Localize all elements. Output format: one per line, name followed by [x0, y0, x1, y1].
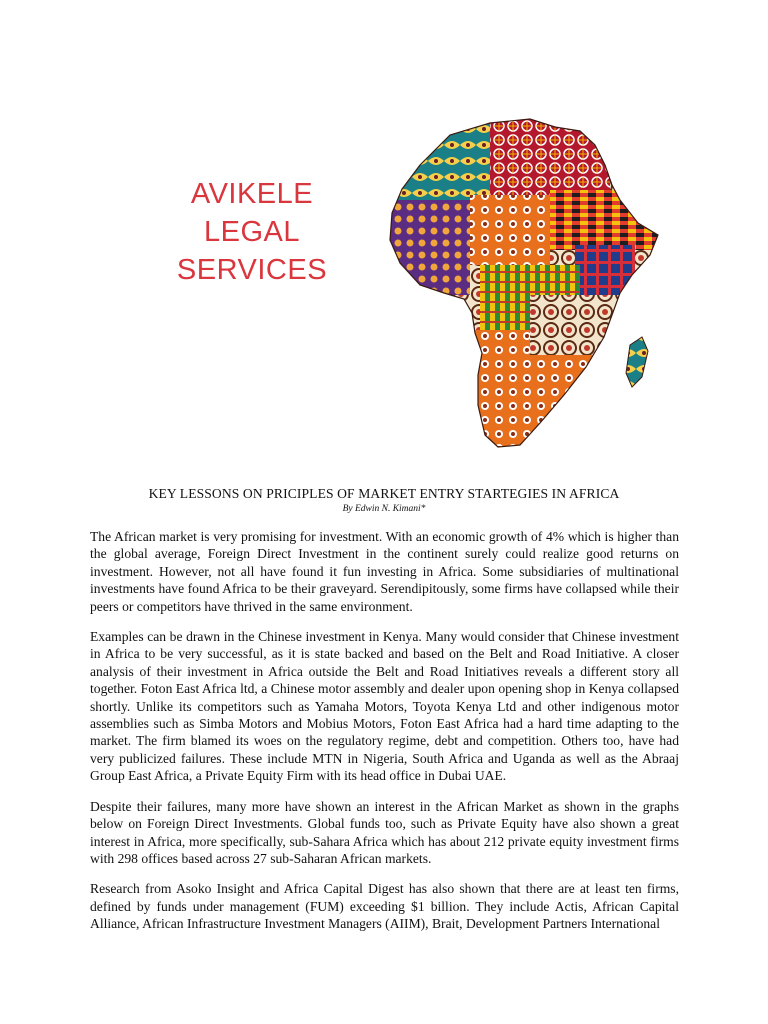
company-logo-text [146, 175, 358, 289]
article-title: KEY LESSONS ON PRICIPLES OF MARKET ENTRY STARTEGIES IN AFRICA [148, 486, 620, 501]
paragraph: Examples can be drawn in the Chinese investment in Kenya. Many would consider that Chinese investment in Africa to be very successful, as it is state backed and based on the Belt and Road Initiative. A closer analysis of their investment in Africa outside the Belt and Road Initiatives reveals a different story all together. Foton East Africa ltd, a Chinese motor assembly and dealer upon opening shop in Kenya collapsed shortly. Unlike its competitors such as Yamaha Motors, Toyota Kenya Ltd and other indigenous motor assemblies such as Simba Motors and Mobius Motors, Foton East Africa had a hard time adapting to the market. The firm blamed its woes on the regulatory regime, debt and competition. Others too, have had very publicized failures. These include MTN in Nigeria, South Africa and Uganda as well as the Abraaj Group East Africa, a Private Equity Firm with its head office in Dubai UAE. [90, 629, 679, 784]
logo-line-2: SERVICES [176, 254, 328, 286]
article-body [90, 528, 679, 946]
africa-map-logo [380, 105, 665, 455]
article-byline: By Edwin N. Kimani* [342, 504, 426, 514]
paragraph: Despite their failures, many more have shown an interest in the African Market as shown in the graphs below on Foreign Direct Investments. Global funds too, such as Private Equity have also shown a great interest in Africa, more specifically, sub-Sahara Africa which has about 212 private equity investment firms with 298 offices based across 27 sub-Saharan African markets. [90, 798, 679, 866]
paragraph: The African market is very promising for investment. With an economic growth of 4% which is higher than the global average, Foreign Direct Investment in the continent surely could realize good returns on investment. However, not all have found it fun investing in Africa. Some subsidiaries of multinational investments have found Africa to be their graveyard. Serendipitously, some firms have collapsed while their peers or competitors have thrived in the same environment. [90, 529, 679, 614]
paragraph: Research from Asoko Insight and Africa Capital Digest has also shown that there are at least ten firms, defined by funds under management (FUM) exceeding $1 billion. They include Actis, African Capital Alliance, African Infrastructure Investment Managers (AIIM), Brait, Development Partners International [90, 881, 679, 932]
logo-line-1: AVIKELE LEGAL [190, 178, 314, 248]
